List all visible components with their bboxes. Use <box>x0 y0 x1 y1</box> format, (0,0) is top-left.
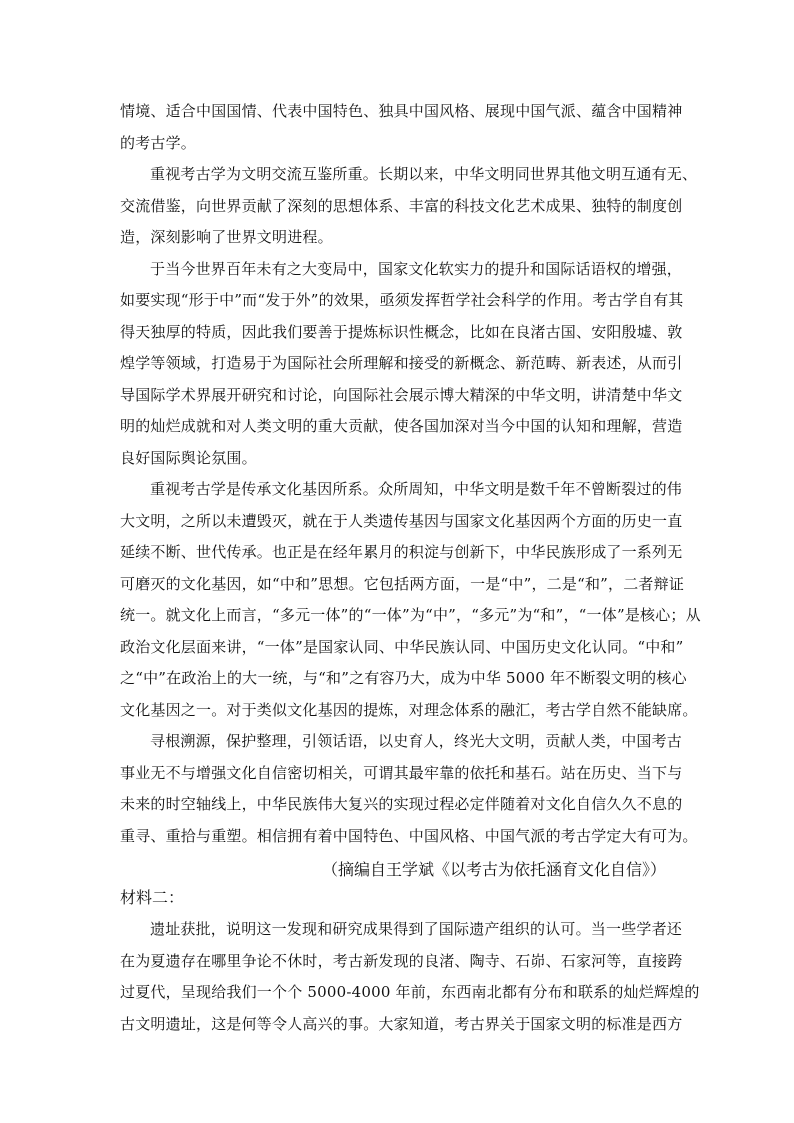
text-line: 重视考古学为文明交流互鉴所重。长期以来，中华文明同世界其他文明互通有无、 <box>150 165 698 183</box>
text-line: 情境、适合中国国情、代表中国特色、独具中国风格、展现中国气派、蕴含中国精神 <box>120 102 683 120</box>
text-line: 在为夏遗存在哪里争论不休时，考古新发现的良渚、陶寺、石峁、石家河等，直接跨 <box>120 951 683 970</box>
text-line: 统一。就文化上而言，“多元一体”的“一体”为“中”，“多元”为“和”，“一体”是核心；从 <box>120 606 701 624</box>
text-line: 交流借鉴，向世界贡献了深刻的思想体系、丰富的科技文化艺术成果、独特的制度创 <box>120 196 683 215</box>
text-line: 延续不断、世代传承。也正是在经年累月的积淀与创新下，中华民族形成了一系列无 <box>120 543 683 561</box>
text-line: 造，深刻影响了世界文明进程。 <box>120 228 333 246</box>
text-line: 煌学等领域，打造易于为国际社会所理解和接受的新概念、新范畴、新表述，从而引 <box>120 354 683 372</box>
paragraph-conclusion <box>120 726 698 852</box>
source-citation: （摘编自王学斌《以考古为依托涵育文化自信》） <box>321 860 666 879</box>
paragraph-continuation <box>120 96 683 159</box>
paragraph-exchange <box>120 159 698 254</box>
text-line: 重视考古学是传承文化基因所系。众所周知，中华文明是数千年不曾断裂过的伟 <box>150 480 683 498</box>
text-line: 重寻、重拾与重塑。相信拥有着中国特色、中国风格、中国气派的考古学定大有可为。 <box>120 826 698 845</box>
paragraph-soft-power <box>120 254 684 475</box>
text-line: 文化基因之一。对于类似文化基因的提炼，对理念体系的融汇，考古学自然不能缺席。 <box>120 700 698 719</box>
text-line: 大文明，之所以未遭毁灭，就在于人类遗传基因与国家文化基因两个方面的历史一直 <box>120 511 683 530</box>
text-line: 明的灿烂成就和对人类文明的重大贡献，使各国加深对当今中国的认知和理解，营造 <box>120 417 683 435</box>
paragraph-cultural-gene <box>120 474 701 726</box>
text-line: 政治文化层面来讲，“一体”是国家认同、中华民族认同、中国历史文化认同。“中和” <box>120 637 684 656</box>
text-line: 事业无不与增强文化自信密切相关，可谓其最牢靠的依托和基石。站在历史、当下与 <box>120 763 683 782</box>
section-label-material-two: 材料二： <box>120 888 185 907</box>
text-line: 良好国际舆论氛围。 <box>120 448 257 467</box>
text-line: 如要实现“形于中”而“发于外”的效果，亟须发挥哲学社会科学的作用。考古学自有其 <box>120 291 684 309</box>
text-line: 过夏代，呈现给我们一个个 5000-4000 年前，东西南北都有分布和联系的灿烂辉煌的 <box>120 983 700 1001</box>
text-line: 于当今世界百年未有之大变局中，国家文化软实力的提升和国际话语权的增强， <box>150 259 683 278</box>
text-line: 未来的时空轴线上，中华民族伟大复兴的实现过程必定伴随着对文化自信久久不息的 <box>120 795 683 813</box>
text-line: 得天独厚的特质，因此我们要善于提炼标识性概念，比如在良渚古国、安阳殷墟、敦 <box>120 322 683 341</box>
document-page <box>120 96 701 1040</box>
text-line: 的考古学。 <box>120 133 197 152</box>
text-line: 可磨灭的文化基因，如“中和”思想。它包括两方面，一是“中”，二是“和”，二者辩证 <box>120 574 685 593</box>
paragraph-material-two <box>120 914 700 1040</box>
text-line: 导国际学术界展开研究和讨论，向国际社会展示博大精深的中华文明，讲清楚中华文 <box>120 385 683 404</box>
text-line: 之“中”在政治上的大一统，与“和”之有容乃大，成为中华 5000 年不断裂文明的核心 <box>120 669 687 687</box>
text-line: 古文明遗址，这是何等令人高兴的事。大家知道，考古界关于国家文明的标准是西方 <box>120 1014 683 1033</box>
text-line: 寻根溯源，保护整理，引领话语，以史育人，终光大文明，贡献人类，中国考古 <box>150 732 683 750</box>
text-line: 遗址获批，说明这一发现和研究成果得到了国际遗产组织的认可。当一些学者还 <box>150 920 683 938</box>
